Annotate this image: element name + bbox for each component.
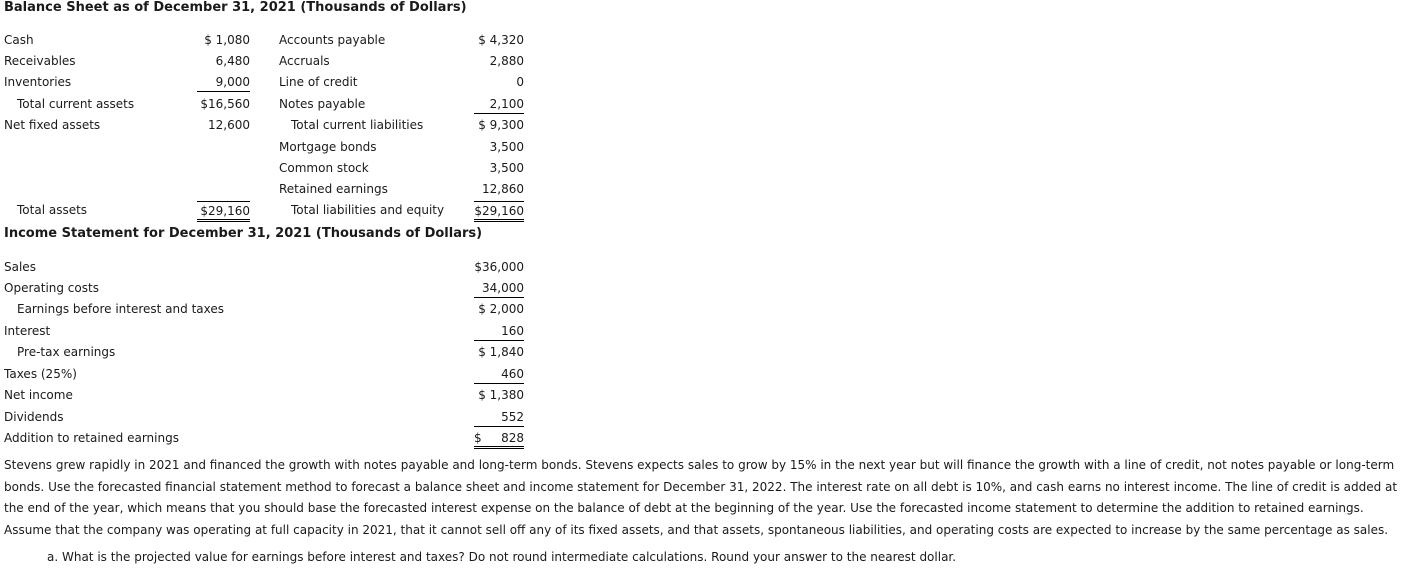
is-value-sales: $36,000 <box>474 260 524 274</box>
equity-value-common-stock: 3,500 <box>489 161 524 175</box>
asset-value-cash: $ 1,080 <box>204 33 250 47</box>
liability-label-accruals: Accruals <box>279 54 330 68</box>
is-label-ebit: Earnings before interest and taxes <box>17 302 224 316</box>
is-label-addition-retained: Addition to retained earnings <box>4 431 179 445</box>
asset-label-total-current: Total current assets <box>17 97 135 111</box>
liability-value-line-of-credit: 0 <box>516 75 524 89</box>
asset-label-cash: Cash <box>4 33 34 47</box>
is-value-operating-costs: 34,000 <box>474 281 524 298</box>
total-assets-value: $29,160 <box>197 201 250 222</box>
asset-label-net-fixed: Net fixed assets <box>4 118 101 132</box>
income-statement-title: Income Statement for December 31, 2021 (Thousands of Dollars) <box>4 226 483 241</box>
is-label-interest: Interest <box>4 324 51 338</box>
liability-value-total-current: $ 9,300 <box>478 118 524 132</box>
equity-label-common-stock: Common stock <box>279 161 369 175</box>
is-value-pretax-earnings: $ 1,840 <box>478 345 524 359</box>
equity-label-retained-earnings: Retained earnings <box>279 182 388 196</box>
is-symbol-addition-retained: $ <box>474 431 482 445</box>
is-label-net-income: Net income <box>4 388 73 402</box>
is-label-sales: Sales <box>4 260 36 274</box>
liability-value-mortgage-bonds: 3,500 <box>489 140 524 154</box>
is-value-interest: 160 <box>474 324 524 341</box>
asset-label-receivables: Receivables <box>4 54 76 68</box>
asset-value-receivables: 6,480 <box>215 54 250 68</box>
asset-value-net-fixed: 12,600 <box>208 118 250 132</box>
balance-sheet-title: Balance Sheet as of December 31, 2021 (Thousands of Dollars) <box>4 0 467 15</box>
asset-value-inventories: 9,000 <box>197 75 250 92</box>
total-liabilities-equity-label: Total liabilities and equity <box>291 203 445 217</box>
liability-label-accounts-payable: Accounts payable <box>279 33 386 47</box>
is-value-net-income: $ 1,380 <box>478 388 524 402</box>
liability-value-accounts-payable: $ 4,320 <box>478 33 524 47</box>
is-label-pretax-earnings: Pre-tax earnings <box>17 345 116 359</box>
is-value-addition-retained: 828 <box>474 431 524 449</box>
liability-value-accruals: 2,880 <box>489 54 524 68</box>
liability-label-total-current: Total current liabilities <box>291 118 424 132</box>
is-label-taxes: Taxes (25%) <box>4 367 77 381</box>
asset-label-inventories: Inventories <box>4 75 72 89</box>
is-value-taxes: 460 <box>474 367 524 384</box>
is-label-operating-costs: Operating costs <box>4 281 99 295</box>
problem-paragraph: Stevens grew rapidly in 2021 and financed the growth with notes payable and long-term bonds. Stevens expects sales to grow by 15% in the next year but will finance the growth with a line of credit, not notes payable or long-term bonds. Use the forecasted financial statement method to forecast a balance sheet and income statement for December 31, 2022. The interest rate on all debt is 10%, and cash earns no interest income. The line of credit is added at the end of the year, which means that you should base the forecasted interest expense on the balance of debt at the beginning of the year. Use the forecasted income statement to determine the addition to retained earnings. Assume that the company was operating at full capacity in 2021, that it cannot sell off any of its fixed assets, and that assets, spontaneous liabilities, and operating costs are expected to increase by the same percentage as sales. <box>4 458 1398 537</box>
question-a: a. What is the projected value for earnings before interest and taxes? Do not round intermediate calculations. Round your answer to the nearest dollar. <box>47 550 957 564</box>
liability-value-notes-payable: 2,100 <box>474 97 524 114</box>
asset-value-total-current: $16,560 <box>200 97 250 111</box>
is-value-dividends: 552 <box>474 410 524 427</box>
is-label-dividends: Dividends <box>4 410 64 424</box>
total-liabilities-equity-value: $29,160 <box>474 201 524 222</box>
is-value-ebit: $ 2,000 <box>478 302 524 316</box>
liability-label-mortgage-bonds: Mortgage bonds <box>279 140 377 154</box>
liability-label-line-of-credit: Line of credit <box>279 75 358 89</box>
total-assets-label: Total assets <box>17 203 88 217</box>
equity-value-retained-earnings: 12,860 <box>482 182 524 196</box>
liability-label-notes-payable: Notes payable <box>279 97 366 111</box>
